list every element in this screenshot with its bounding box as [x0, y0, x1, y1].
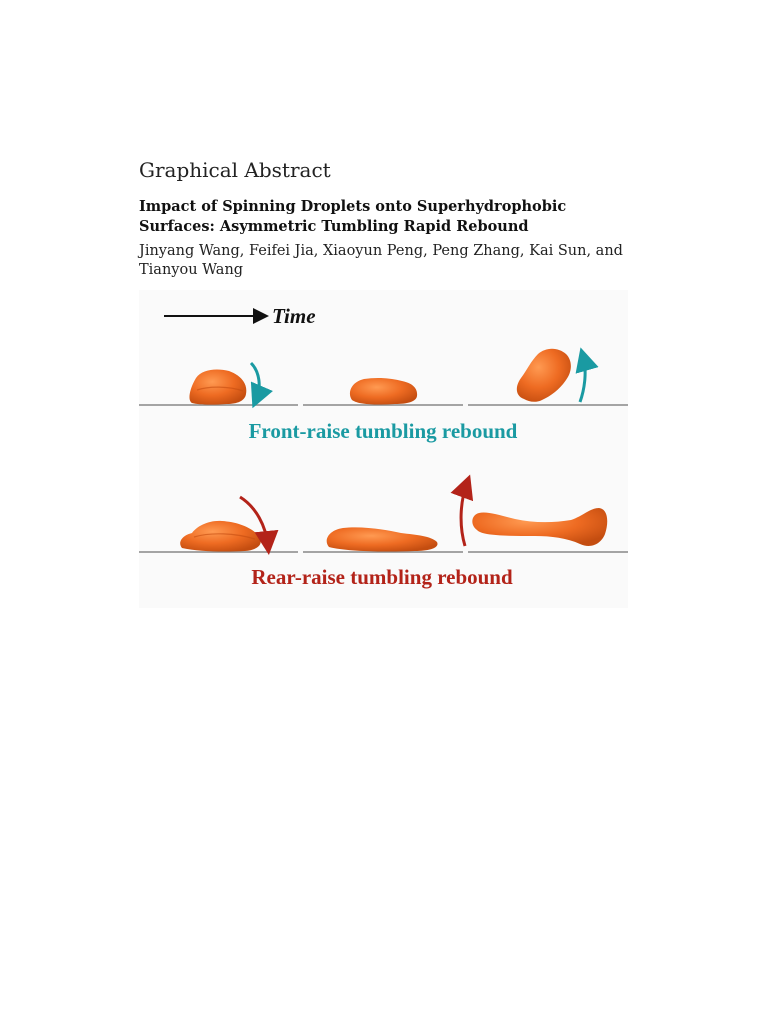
droplet-front-3: [517, 349, 571, 402]
droplet-rear-2: [327, 527, 438, 551]
front-raise-caption: Front-raise tumbling rebound: [248, 419, 518, 443]
paper-title: Impact of Spinning Droplets onto Superhydrophobic Surfaces: Asymmetric Tumbling Rapid Rebound: [139, 198, 567, 235]
graphical-abstract-figure: [139, 290, 628, 608]
droplet-rear-1: [180, 521, 261, 552]
red-arrow-up: [461, 483, 467, 546]
author-list: Jinyang Wang, Feifei Jia, Xiaoyun Peng, Peng Zhang, Kai Sun, and Tianyou Wang: [139, 243, 623, 278]
droplet-front-2: [350, 378, 417, 405]
time-label: Time: [272, 304, 316, 328]
figure-svg: [139, 290, 628, 608]
teal-arrow-down: [251, 363, 259, 400]
rear-raise-caption: Rear-raise tumbling rebound: [251, 565, 513, 589]
droplet-rear-3: [472, 508, 607, 546]
teal-arrow-up: [580, 356, 585, 402]
graphical-abstract-heading: Graphical Abstract: [139, 158, 331, 182]
